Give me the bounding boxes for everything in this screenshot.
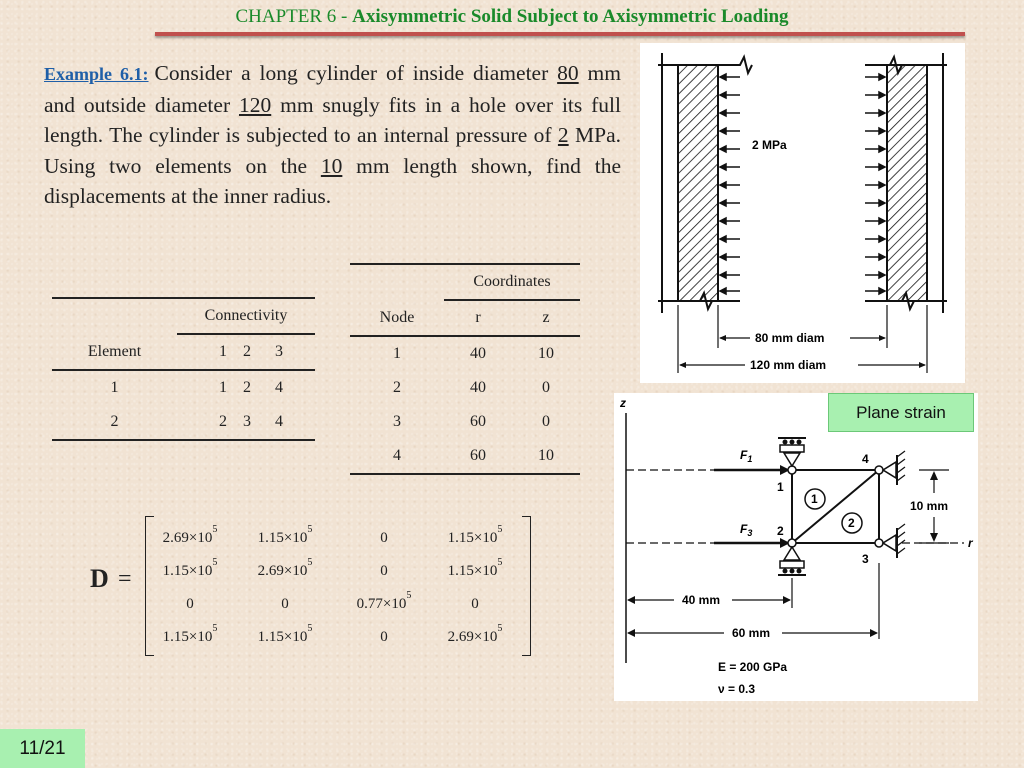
- outer-diameter-label: 120 mm diam: [750, 358, 827, 372]
- svg-text:3: 3: [862, 552, 869, 566]
- roller-support-bottom: [778, 547, 806, 575]
- coordinates-table: [350, 263, 580, 475]
- header-divider: [155, 32, 965, 36]
- matrix-cell: 0: [471, 596, 479, 612]
- svg-text:1: 1: [777, 480, 784, 494]
- left-wall: [678, 65, 718, 301]
- inner-diameter-label: 80 mm diam: [755, 331, 825, 345]
- table-row: 2 2 3 4: [52, 405, 315, 440]
- example-text-4: MPa. Using two elements on the: [44, 123, 622, 178]
- example-label: Example 6.1:: [44, 64, 149, 84]
- matrix-cell: $1.15\times 10^5$: [447, 557, 503, 579]
- pressure-arrows-right: [865, 74, 885, 294]
- svg-text:4: 4: [862, 452, 869, 466]
- matrix-cell: $1.15\times 10^5$: [162, 623, 218, 645]
- z-header: z: [542, 309, 550, 326]
- node-header-1: 1: [219, 343, 227, 360]
- matrix-cell: $1.15\times 10^5$: [257, 524, 313, 546]
- connectivity-group-header: Connectivity: [177, 298, 315, 334]
- roller-support-top: [778, 438, 806, 466]
- poisson-label: ν = 0.3: [718, 682, 756, 696]
- slide-header: [0, 6, 1024, 28]
- svg-text:1: 1: [811, 492, 818, 506]
- right-wall: [887, 65, 927, 301]
- node-header: Node: [379, 308, 415, 326]
- matrix-cell: $1.15\times 10^5$: [162, 557, 218, 579]
- example-paragraph: [44, 58, 621, 212]
- pin-support-3: [883, 524, 905, 558]
- svg-text:2: 2: [777, 524, 784, 538]
- page-number: 11/21: [0, 729, 85, 768]
- chapter-title: Axisymmetric Solid Subject to Axisymmetric Loading: [352, 6, 789, 27]
- pressure-label: 2 MPa: [752, 138, 787, 152]
- table-row: 3 60 0: [393, 413, 550, 430]
- example-text-1: Consider a long cylinder of inside diameter: [154, 61, 558, 85]
- r-header: r: [475, 309, 481, 326]
- r-axis-label: r: [968, 536, 973, 550]
- modulus-label: E = 200 GPa: [718, 660, 788, 674]
- force-1-label: $F_1$: [740, 448, 753, 464]
- node-header-3: 3: [275, 343, 283, 360]
- cylinder-drawing: [640, 43, 965, 383]
- connectivity-table: [52, 297, 315, 441]
- pressure-value: 2: [557, 123, 569, 147]
- example-text-3: mm snugly fits in a hole over its full length. The cylinder is subjected to an internal pressure of: [44, 92, 622, 147]
- element-header: Element: [87, 342, 142, 360]
- example-text-5: mm length shown, find the displacements at the inner radius.: [44, 153, 621, 208]
- svg-text:2: 2: [848, 516, 855, 530]
- element-figure: [614, 393, 978, 701]
- dim-60-label: 60 mm: [732, 626, 771, 640]
- plane-strain-label: Plane strain: [828, 393, 974, 432]
- table-row: 2 40 0: [393, 379, 550, 396]
- table-row: 4 60 10: [350, 439, 580, 474]
- equals-sign: =: [118, 566, 132, 592]
- d-matrix: [90, 510, 540, 658]
- matrix-cell: 0: [380, 563, 388, 579]
- matrix-cell: $1.15\times 10^5$: [257, 623, 313, 645]
- inner-diameter-value: 80: [557, 61, 579, 85]
- matrix-cell: $0.77\times 10^5$: [356, 590, 412, 612]
- matrix-cell: 0: [281, 596, 289, 612]
- matrix-cell: $2.69\times 10^5$: [447, 623, 503, 645]
- chapter-label: CHAPTER 6 -: [235, 6, 353, 27]
- force-3-label: $F_3$: [740, 522, 753, 538]
- pressure-arrows-left: [720, 74, 740, 294]
- matrix-cell: 0: [380, 629, 388, 645]
- element-drawing: [614, 393, 978, 701]
- table-row: 1 1 2 4: [110, 379, 283, 396]
- matrix-cell: $1.15\times 10^5$: [447, 524, 503, 546]
- table-row: 1 40 10: [393, 345, 554, 362]
- example-text-2: mm and outside diameter: [44, 61, 622, 117]
- node-header-2: 2: [243, 343, 251, 360]
- matrix-cell: $2.69\times 10^5$: [162, 524, 218, 546]
- outer-diameter-value: 120: [238, 92, 272, 117]
- z-axis-label: z: [620, 396, 626, 410]
- d-matrix-label: D: [90, 564, 109, 593]
- cylinder-figure: [640, 43, 965, 383]
- pin-support-4: [883, 451, 905, 485]
- matrix-cell: $2.69\times 10^5$: [257, 557, 313, 579]
- dim-40-label: 40 mm: [682, 593, 721, 607]
- length-value: 10: [320, 153, 343, 178]
- coordinates-group-header: Coordinates: [444, 264, 580, 300]
- matrix-cell: 0: [186, 596, 194, 612]
- matrix-cell: 0: [380, 530, 388, 546]
- height-dimension-label: 10 mm: [910, 499, 949, 513]
